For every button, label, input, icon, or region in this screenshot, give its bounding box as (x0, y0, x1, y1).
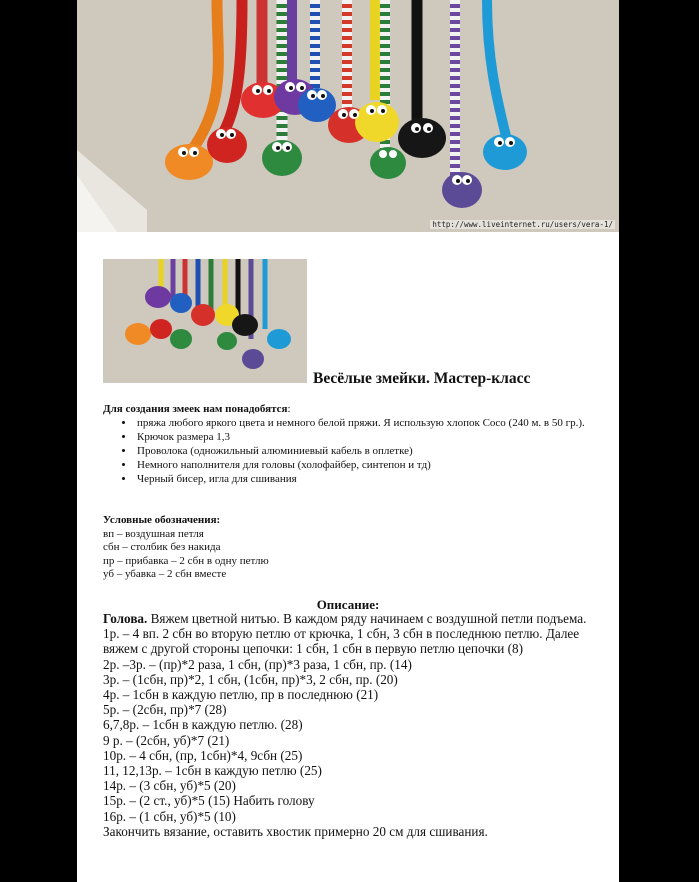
requirements-item: • Крючок размера 1,3 (135, 430, 619, 444)
legend-item: пр – прибавка – 2 сбн в одну петлю (103, 554, 269, 567)
step-row: 14р. – (3 сбн, уб)*5 (20) (103, 778, 236, 794)
legend-heading: Условные обозначения: (103, 514, 221, 526)
legend-section (103, 514, 269, 582)
requirements-list (103, 416, 619, 486)
requirements-heading-colon: : (287, 403, 291, 415)
requirements-item: • Проволока (одножильный алюминиевый кабель в оплетке) (135, 444, 619, 458)
step-row: 10р. – 4 сбн, (пр, 1сбн)*4, 9сбн (25) (103, 747, 303, 763)
document-page (77, 0, 619, 882)
requirements-heading-text: Для создания змеек нам понадобятся (103, 403, 288, 415)
snakes-photo-image (77, 0, 619, 232)
step-row: 2р. –3р. – (пр)*2 раза, 1 сбн, (пр)*3 раза, 1 сбн, пр. (14) (103, 656, 412, 672)
snakes-thumbnail-image (103, 259, 307, 383)
description-heading: Описание: (316, 597, 380, 612)
step-row: 15р. – (2 ст., уб)*5 (15) Набить голову (103, 793, 315, 809)
step-row: 11, 12,13р. – 1сбн в каждую петлю (25) (103, 763, 322, 779)
step-row: 3р. – (1сбн, пр)*2, 1 сбн, (1сбн, пр)*3, 2 сбн, пр. (20) (103, 671, 398, 687)
legend-item: уб – убавка – 2 сбн вместе (103, 568, 227, 580)
step-row: Закончить вязание, оставить хвостик примерно 20 см для сшивания. (103, 823, 488, 839)
image-source-url: http://www.liveinternet.ru/users/vera-1/ (432, 220, 613, 229)
step-row: 5р. – (2сбн, пр)*7 (28) (103, 702, 227, 718)
step-row: 1р. – 4 вп. 2 сбн во вторую петлю от крючка, 1 сбн, 3 сбн в последнюю петлю. Далее вяжем с другой стороны цепочки: 1 сбн, 1 сбн в первую петлю цепочки (8) (103, 626, 580, 657)
head-intro (103, 611, 599, 626)
head-label: Голова. (103, 611, 148, 626)
step-row: 16р. – (1 сбн, уб)*5 (10) (103, 808, 236, 824)
head-intro-text: Вяжем цветной нитью. В каждом ряду начинаем с воздушной петли подъема. (147, 611, 587, 626)
instructions (103, 611, 599, 839)
page-title: Весёлые змейки. Мастер-класс (313, 370, 531, 387)
step-row: 4р. – 1сбн в каждую петлю, пр в последнюю (21) (103, 687, 379, 703)
requirements-item: • пряжа любого яркого цвета и немного белой пряжи. Я использую хлопок Coco (240 м. в 50 гр.). (135, 416, 619, 430)
legend-item: вп – воздушная петля (103, 527, 204, 540)
requirements-heading (103, 403, 291, 415)
hero-photo (77, 0, 619, 232)
requirements-item: • Черный бисер, игла для сшивания (135, 472, 619, 486)
thumbnail-photo (103, 259, 307, 383)
requirements-item: • Немного наполнителя для головы (холофайбер, синтепон и тд) (135, 458, 619, 472)
legend-item: сбн – столбик без накида (103, 541, 221, 553)
step-row: 6,7,8р. – 1сбн в каждую петлю. (28) (103, 717, 303, 733)
step-row: 9 р. – (2сбн, уб)*7 (21) (103, 732, 230, 748)
